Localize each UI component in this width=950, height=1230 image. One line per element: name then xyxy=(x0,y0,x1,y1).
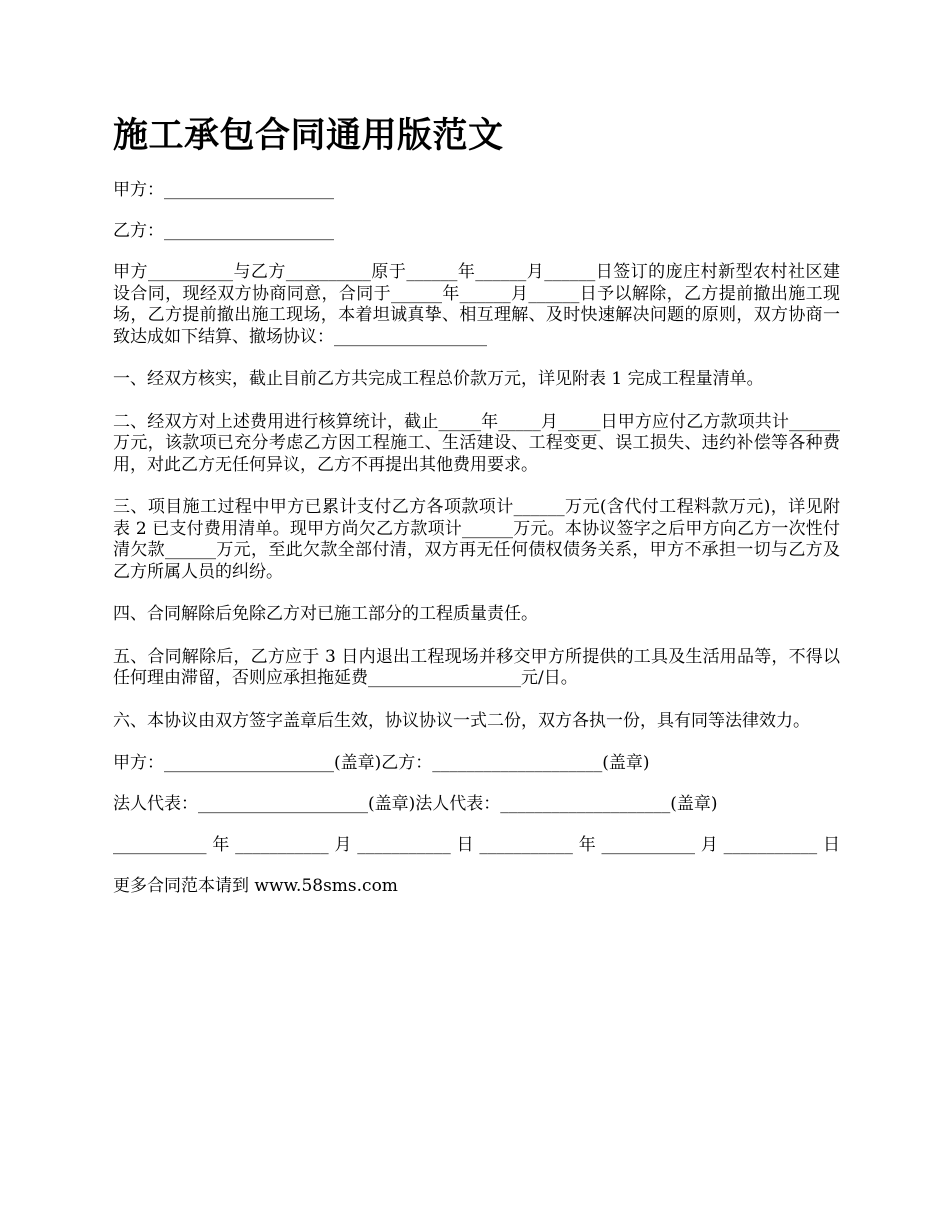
clause-2: 二、经双方对上述费用进行核算统计，截止_____年_____月_____日甲方应付乙方款项共计______万元，该款项已充分考虑乙方因工程施工、生活建设、工程变更、误工损失、违约补偿等各种费用，对此乙方无任何异议，乙方不再提出其他费用要求。 xyxy=(113,411,840,475)
signature-legal-reps-line: 法人代表：____________________(盖章)法人代表：____________________(盖章) xyxy=(113,794,718,814)
party-b-line: 乙方：____________________ xyxy=(113,221,334,241)
clause-6: 六、本协议由双方签字盖章后生效，协议协议一式二份，双方各执一份，具有同等法律效力。 xyxy=(113,710,810,731)
signature-dates-line: ___________年___________月___________日___________年___________月___________日 xyxy=(113,835,840,855)
document-title: 施工承包合同通用版范文 xyxy=(113,115,504,156)
clause-3: 三、项目施工过程中甲方已累计支付乙方各项款项计______万元(含代付工程料款万元)，详见附表 2 已支付费用清单。现甲方尚欠乙方款项计______万元。本协议签字之后甲方向乙方一次性付清欠款______万元，至此欠款全部付清，双方再无任何债权债务关系，甲方不承担一切与乙方及乙方所属人员的纠纷。 xyxy=(113,497,840,582)
clause-1: 一、经双方核实，截止目前乙方共完成工程总价款万元，详见附表 1 完成工程量清单。 xyxy=(113,369,764,389)
intro-paragraph: 甲方__________与乙方__________原于______年______月______日签订的庞庄村新型农村社区建设合同，现经双方协商同意，合同于______年______月______日予以解除，乙方提前撤出施工现场，乙方提前撤出施工现场，本着坦诚真挚、相互理解、及时快速解决问题的原则，双方协商一致达成如下结算、撤场协议：__________________ xyxy=(113,262,840,347)
clause-4: 四、合同解除后免除乙方对已施工部分的工程质量责任。 xyxy=(113,604,538,624)
party-a-line: 甲方：____________________ xyxy=(113,180,334,200)
clause-5: 五、合同解除后，乙方应于 3 日内退出工程现场并移交甲方所提供的工具及生活用品等，不得以任何理由滞留，否则应承担拖延费__________________元/日。 xyxy=(113,646,840,688)
footer-link-text: 更多合同范本请到 www.58sms.com xyxy=(113,876,398,896)
signature-parties-line: 甲方：____________________(盖章)乙方：____________________(盖章) xyxy=(113,753,650,773)
contract-document xyxy=(113,110,840,897)
